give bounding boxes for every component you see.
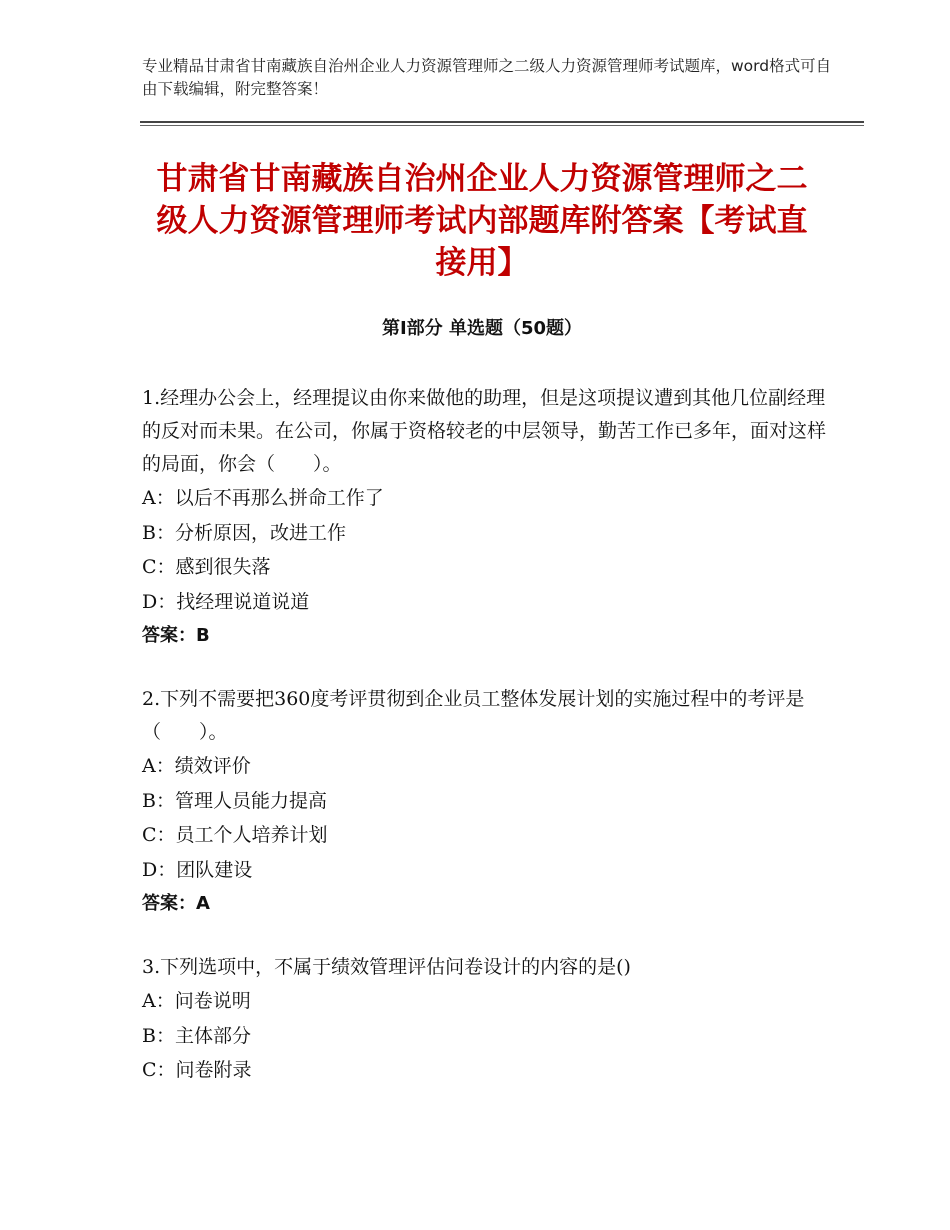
option-b: B：管理人员能力提高 xyxy=(142,789,327,812)
question-2 xyxy=(142,683,832,921)
option-c: C：员工个人培养计划 xyxy=(142,824,328,846)
section-heading: 第Ⅰ部分 单选题（50题） xyxy=(381,318,582,339)
header-note: 专业精品甘肃省甘南藏族自治州企业人力资源管理师之二级人力资源管理师考试题库，word格式可自由下载编辑，附完整答案！ xyxy=(142,57,832,98)
option-b: B：主体部分 xyxy=(142,1024,251,1047)
option-d: D：找经理说道说道 xyxy=(142,590,310,613)
option-b: B：分析原因，改进工作 xyxy=(142,521,346,544)
answer: 答案：B xyxy=(142,625,210,646)
option-a: A：绩效评价 xyxy=(142,755,251,777)
question-stem: 3.下列选项中，不属于绩效管理评估问卷设计的内容的是() xyxy=(142,956,631,978)
question-3 xyxy=(142,951,832,1088)
question-list xyxy=(142,382,832,1118)
option-c: C：感到很失落 xyxy=(142,556,271,578)
option-a: A：以后不再那么拼命工作了 xyxy=(142,487,384,509)
document-title: 甘肃省甘南藏族自治州企业人力资源管理师之二级人力资源管理师考试内部题库附答案【考试直接用】 xyxy=(156,161,808,281)
option-a: A：问卷说明 xyxy=(142,990,251,1012)
answer: 答案：A xyxy=(142,893,210,914)
option-d: D：团队建设 xyxy=(142,858,253,881)
header-rule xyxy=(140,121,864,123)
question-stem: 2.下列不需要把360度考评贯彻到企业员工整体发展计划的实施过程中的考评是（ ）。 xyxy=(142,688,805,743)
option-c: C：问卷附录 xyxy=(142,1059,252,1081)
question-stem: 1.经理办公会上，经理提议由你来做他的助理，但是这项提议遭到其他几位副经理的反对而未果。在公司，你属于资格较老的中层领导，勤苦工作已多年，面对这样的局面，你会（ ）。 xyxy=(142,387,827,475)
question-1 xyxy=(142,382,832,653)
header-rule-thin xyxy=(140,125,864,126)
